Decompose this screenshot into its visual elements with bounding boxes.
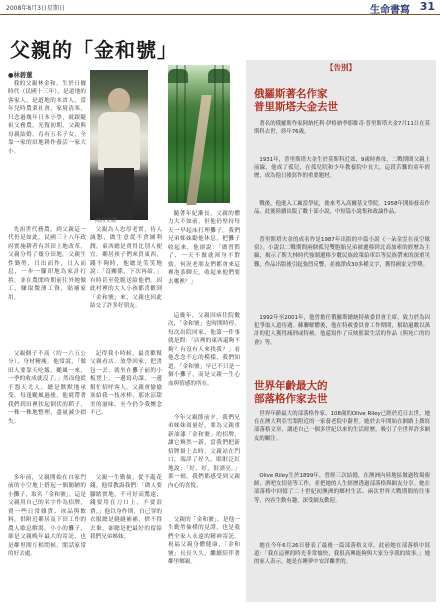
headline-line: 普里斯塔夫金去世 [254, 101, 338, 113]
article-paragraph: 多年前，父親開始在自家門前的小空地上搭起一個簡陋的小攤子，取名「金和號」。這是父親用自己的名字作為招牌，賣一些日常雜貨、冰品與飲料，供附近鄰居及下田工作的農人歇息解渴。小小的攤子，卻是父親晚年最大的寄託，也是鄰里間互相問候、閒話家常的好去處。 [8, 475, 86, 558]
headline-line: 世界年齡最大的 [254, 380, 328, 392]
page-number: 31 [419, 0, 435, 13]
article-paragraph: 父親的「金和號」，是他一生勤勞儉樸的見證，也是我們全家人永遠的精神寄託。祝福父親身體健康，「金和號」長長久久，繼續陪伴著鄰里鄉親。 [168, 517, 240, 566]
obituary-paragraph: 1992年至2001年，他曾擔任俄羅斯總統特赦委員會主席，致力於為囚犯爭取人道待遇。蘇聯解體後，他在特赦委員會工作期間，幫助過數以萬計的犯人獲得減刑或特赦。他還寫作了反映監獄生活的作品《與死亡的約會》等。 [254, 315, 430, 346]
obituary-headline [254, 380, 328, 406]
father-photo [90, 70, 148, 224]
obituary-paragraph: 她在今年6月26日發表了最後一篇部落格文章，此前她在部落格中寫道：「我在這裡的時光非常愉快，我很高興能夠與大家分享我的故事。」她的家人表示，她是在睡夢中安詳離世的。 [254, 543, 430, 566]
article-byline: ●林碧蓮 [8, 72, 33, 79]
obituary-paragraph: Olive Riley生於1899年，曾經三次結婚，在澳洲內陸地區做過牧場廚師、酒吧女招待等工作，並把她的人生經歷透過部落格與網友分享。她在部落格中回憶了二十世紀初澳洲的鄉村生活、兩次世界大戰期間的往事等，內容生動有趣，深受網友歡迎。 [254, 473, 430, 504]
article-paragraph: 父親個子不高（約一六五公分），身材精瘦。他常說，「做田人要靠天吃飯，颱風一來，一季的收成就沒了。」然而他從不怨天尤人，總是默默地承受。每逢颱風過後，他就帶著我們到田裡扶起倒伏的稻子，一株一株地整理，盡量減少損失。 [8, 351, 86, 425]
article-paragraph: 今年父親節前夕，我們兄弟姊妹商量好，要為父親重新油漆「金和號」的招牌，讓它煥然一新。當我們把新招牌掛上去時，父親站在門口，端詳了好久，眼眶泛紅地說：「好，好，很漂亮。」那一刻，我們都感受到父親內心的喜悅。 [168, 415, 240, 489]
photo-caption: 我的父親 [94, 218, 117, 224]
article-paragraph: 記得我小時候，最喜歡幫父親看店。放學回家，把書包一丟，就坐在攤子前的小板凳上，一邊寫功課，一邊幫忙招呼客人。父親會偷偷塞給我一枝冰棒，那冰涼甜美的滋味，至今仍令我懷念不已。 [90, 351, 162, 417]
article-paragraph: 我的父親林金和，生於日據時代（民國十三年），是道地的客家人，是道地的本省人，當年兒時農業社會，家境清寒，只念過幾年日本小學，就跟隨祖父務農。光復初期，父親與母親結婚，育有五名子女，全靠一家的田地耕作養活一家大小。 [8, 81, 86, 155]
article-paragraph: 這幾年，父親因病住院數次，「金和號」也時開時停。每次出院回家，他第一件事就是問：「店裡的東西還夠不夠？有沒有人來找我？」看他念念不忘的模樣，我們知道，「金和號」早已不只是一個小攤子，而是父親一生心血與情感的所在。 [168, 313, 240, 387]
photo-head [108, 88, 130, 112]
obituary-paragraph: 著名的俄羅斯作家阿納托利·伊格納季耶維奇·普里斯塔夫金7月11日在莫斯科去世，終年76歲。 [254, 121, 430, 136]
field-path [186, 95, 211, 205]
photo-shirt [98, 112, 140, 170]
page-header [0, 0, 440, 15]
article-paragraph: 先祖世代務農，到父親這一代仍是如此，民國三十八年政府實施耕者有其田土地改革，父親分得了幾分田地。父親生性勤勞，日出而作，日入而息，一步一腳印地為家計打拚，並在農閒時期前往外地做工，賺取微薄工資，貼補家用。 [8, 227, 86, 301]
issue-date: 2008年8月3日星期日 [6, 5, 65, 12]
crop-row [184, 65, 186, 203]
crop-row [222, 65, 224, 203]
article-title: 父親的「金和號」 [10, 38, 178, 62]
article-paragraph: 父親一生勤儉，從不亂花錢。他常教誨我們：「做人要腳踏實地，不可好高騖遠；錢要用在刀口上，不要浪費。」他以身作則，自己穿的衣服總是縫縫補補，捨不得丟棄，卻總是把最好的留給我們兄弟姊妹。 [90, 475, 162, 541]
rice-field-photo [168, 65, 230, 203]
section-title: 生命書寫 [370, 5, 410, 16]
obituary-paragraph: 戰後，他進入工廠當學徒，後來考入高爾基文學院。1958年開始發表作品，此後陸續出版了數十部小說、中短篇小說集和政論作品。 [254, 201, 430, 216]
photo-legs [104, 168, 134, 220]
obituary-paragraph: 世界年齡最大的部落格作家、108歲的Olive Riley已經於近日去世，她在在澳大利亞雪梨附近的一家養老院中辭世。她於去年開始在網路上撰寫部落格文章，講述自己一個多世紀以來的生活經歷，吸引了全世界許多網友的關注。 [254, 411, 430, 442]
tree-line [208, 69, 230, 83]
obituary-paragraph: 1931年，普里斯塔夫金生於莫斯科近郊，9歲時喪母，二戰期間父親上前線，他成了孤兒，在孤兒院和少年教養院中長大。這段苦難的童年經歷，成為他日後寫作的重要題材。 [254, 157, 430, 180]
article-paragraph: 隨著年紀漸長，父親的體力大不如前，但他仍堅持每天一早起床打理攤子。我們兄弟姊妹勸他休息，把攤子收起來，他卻說：「做習慣了，一天不做就渾身不對勁。何況老朋友們都會來這裡泡茶聊天，收起來他們要去哪裡？」 [168, 211, 240, 285]
article-paragraph: 父親為人忠厚老實，待人誠懇，做生意從不貪圖利潤，東西總是賣得比別人便宜。鄰居孩子們來買東西，錢不夠時，他總是笑笑地說：「沒關係，下次再給。」有時甚至乾脆送給他們。因此村裡的大人小孩都喜歡到「金和號」來，父親也因此結交了許多好朋友。 [90, 227, 162, 310]
obituary-paragraph: 普里斯塔夫金的成名作是1987年出版的中篇小說《一朵金雲在夜空歇宿》。小說以二戰期間兩個孤兒雙胞胎兄弟被遷移到北高加索的經歷為主線，揭示了斯大林時代強制遷移少數民族政策給車臣等民族帶來的深重災難，作品出版後引起強烈反響，並被譯成30多種文字，獲得國家文學獎。 [254, 237, 430, 268]
crop-row [176, 65, 178, 203]
obituary-sidebar [246, 60, 436, 602]
sidebar-label: 【告別】 [326, 63, 356, 72]
crop-row [214, 65, 216, 203]
headline-line: 部落格作家去世 [254, 393, 328, 405]
obituary-headline [254, 88, 338, 114]
headline-line: 俄羅斯著名作家 [254, 88, 328, 100]
